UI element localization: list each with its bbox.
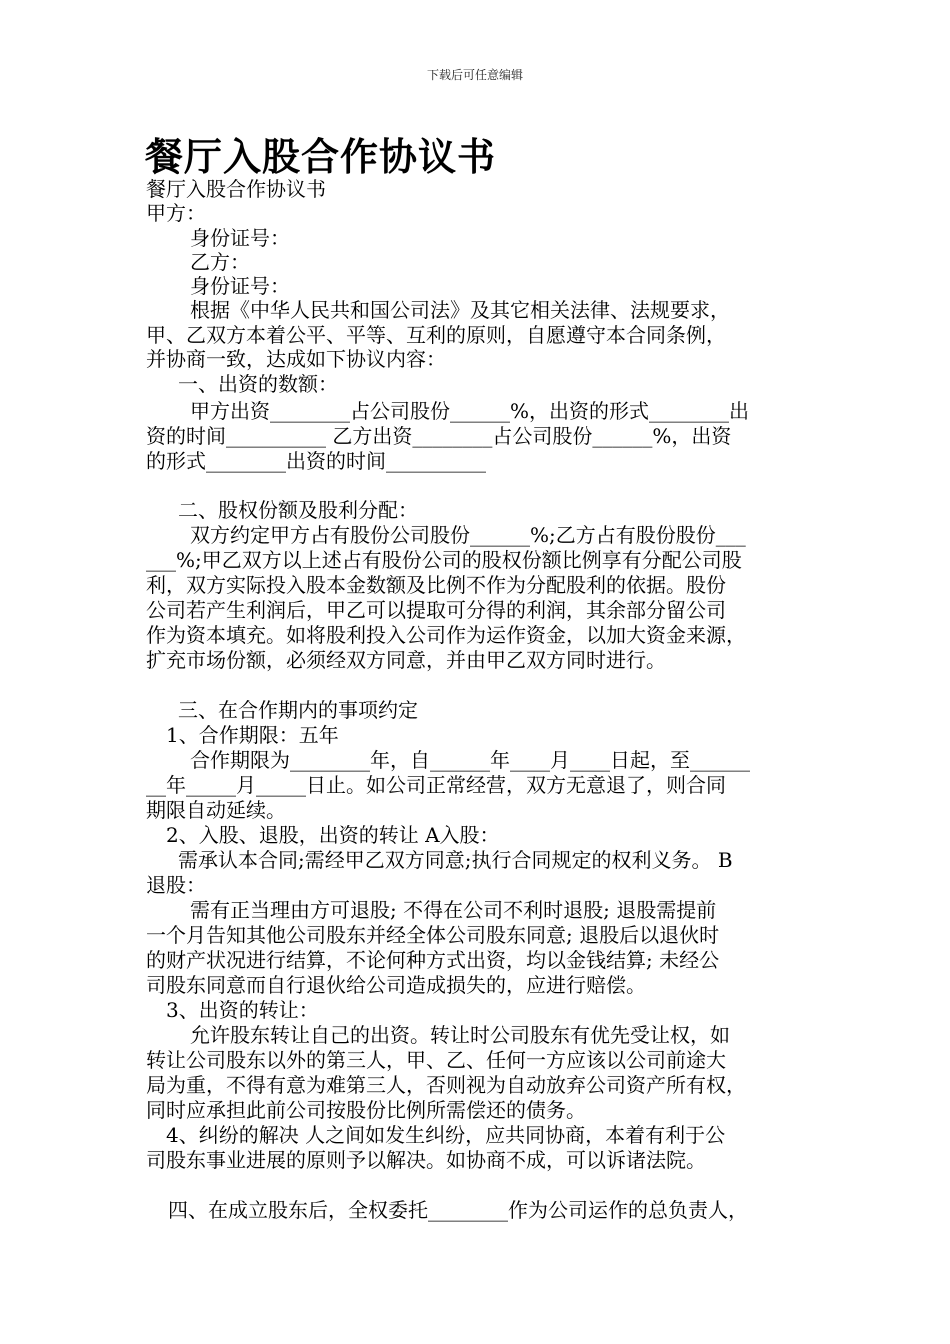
party-a-id-label: 身份证号： — [190, 226, 290, 250]
paragraph-line: 并协商一致，达成如下协议内容： — [146, 347, 446, 371]
paragraph-line: 合作期限为________年，自______年____月____日起，至______ — [190, 748, 750, 772]
section-heading: 二、股权份额及股利分配： — [178, 498, 418, 522]
paragraph-line: 同时应承担此前公司按股份比例所需偿还的债务。 — [146, 1098, 586, 1122]
paragraph-line: 转让公司股东以外的第三人，甲、乙、任何一方应该以公司前途大 — [146, 1048, 726, 1072]
clause-heading: 2、入股、退股，出资的转让 A入股： — [166, 823, 500, 847]
party-b-label: 乙方： — [190, 250, 250, 274]
clause-heading: 4、纠纷的解决 人之间如发生纠纷，应共同协商，本着有利于公 — [166, 1123, 726, 1147]
section-heading: 四、在成立股东后，全权委托________作为公司运作的总负责人， — [168, 1198, 748, 1222]
paragraph-line: 期限自动延续。 — [146, 798, 286, 822]
paragraph-line: 司股东事业进展的原则予以解决。如协商不成，可以诉诸法院。 — [146, 1148, 706, 1172]
section-heading: 一、出资的数额： — [178, 372, 338, 396]
paragraph-line: 退股： — [146, 873, 206, 897]
paragraph-line: 局为重，不得有意为难第三人，否则视为自动放弃公司资产所有权， — [146, 1073, 746, 1097]
paragraph-line: 作为资本填充。如将股利投入公司作为运作资金，以加大资金来源， — [146, 623, 746, 647]
clause-heading: 1、合作期限：五年 — [166, 723, 339, 747]
page-title: 餐厅入股合作协议书 — [145, 135, 497, 179]
doc-subtitle: 餐厅入股合作协议书 — [146, 177, 326, 201]
paragraph-line: 需有正当理由方可退股; 不得在公司不利时退股; 退股需提前 — [190, 898, 717, 922]
paragraph-line: 根据《中华人民共和国公司法》及其它相关法律、法规要求， — [190, 298, 730, 322]
party-a-label: 甲方： — [146, 201, 206, 225]
paragraph-line: 允许股东转让自己的出资。转让时公司股东有优先受让权，如 — [190, 1023, 730, 1047]
clause-heading: 3、出资的转让： — [166, 998, 319, 1022]
paragraph-line: 甲、乙双方本着公平、平等、互利的原则，自愿遵守本合同条例， — [146, 323, 726, 347]
section-heading: 三、在合作期内的事项约定 — [178, 698, 418, 722]
paragraph-line: 的财产状况进行结算，不论何种方式出资，均以金钱结算; 未经公 — [146, 948, 720, 972]
paragraph-line: 一个月告知其他公司股东并经全体公司股东同意; 退股后以退伙时 — [146, 923, 720, 947]
paragraph-line: 需承认本合同;需经甲乙双方同意;执行合同规定的权利义务。 B — [178, 848, 733, 872]
header-note: 下载后可任意编辑 — [426, 68, 523, 82]
paragraph-line: 资的时间__________ 乙方出资________占公司股份______%，出资 — [146, 424, 732, 448]
paragraph-line: 双方约定甲方占有股份公司股份______%;乙方占有股份股份___ — [190, 523, 746, 547]
paragraph-line: __年_____月_____日止。如公司正常经营，双方无意退了，则合同 — [146, 773, 726, 797]
party-b-id-label: 身份证号： — [190, 274, 290, 298]
paragraph-line: 甲方出资________占公司股份______%，出资的形式________出 — [190, 399, 750, 423]
paragraph-line: 扩充市场份额，必须经双方同意，并由甲乙双方同时进行。 — [146, 648, 666, 672]
paragraph-line: 司股东同意而自行退伙给公司造成损失的，应进行赔偿。 — [146, 973, 646, 997]
paragraph-line: ___%;甲乙双方以上述占有股份公司的股权份额比例享有分配公司股 — [146, 548, 742, 572]
paragraph-line: 利，双方实际投入股本金数额及比例不作为分配股利的依据。股份 — [146, 573, 726, 597]
paragraph-line: 的形式________出资的时间__________ — [146, 449, 486, 473]
paragraph-line: 公司若产生利润后，甲乙可以提取可分得的利润，其余部分留公司 — [146, 598, 726, 622]
